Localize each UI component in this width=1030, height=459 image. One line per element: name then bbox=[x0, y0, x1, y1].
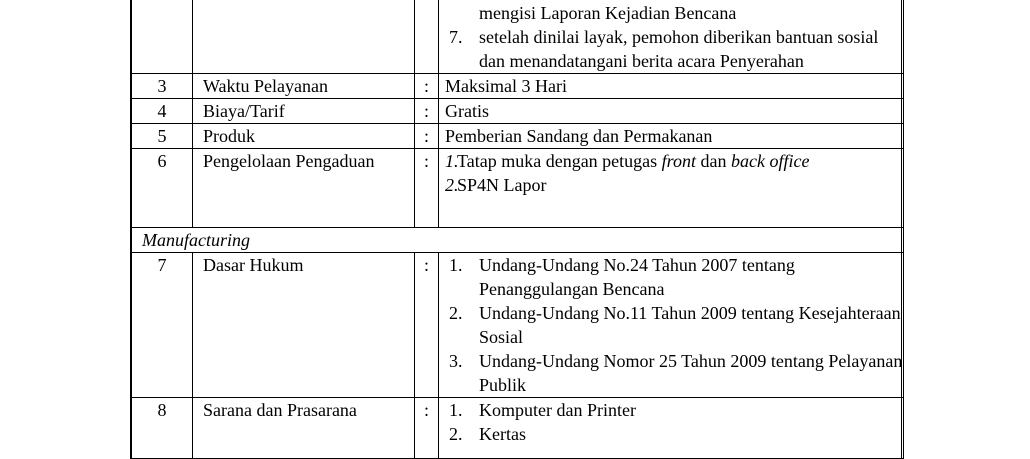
table-row bbox=[132, 74, 904, 99]
table-row bbox=[132, 253, 904, 398]
colon-separator: : bbox=[415, 124, 439, 149]
facilities-list bbox=[445, 398, 903, 446]
row-number: 3 bbox=[132, 74, 193, 99]
list-item: 2. Kertas bbox=[449, 424, 526, 444]
section-heading: Manufacturing bbox=[132, 228, 904, 253]
list-item: 1. Komputer dan Printer bbox=[449, 400, 636, 420]
list-item: mengisi Laporan Kejadian Bencana bbox=[479, 3, 737, 23]
list-item: 1. Tatap muka dengan petugas front dan back office bbox=[445, 151, 810, 171]
colon-separator: : bbox=[415, 74, 439, 99]
row-number: 7 bbox=[132, 253, 193, 398]
colon-separator: : bbox=[415, 99, 439, 124]
complaint-channel-list bbox=[445, 149, 903, 197]
table-row bbox=[132, 124, 904, 149]
row-label: Produk bbox=[193, 124, 415, 149]
list-item: 1. Undang-Undang No.24 Tahun 2007 tentang Penanggulangan Bencana bbox=[449, 255, 795, 299]
table-row bbox=[132, 398, 904, 459]
row-number: 4 bbox=[132, 99, 193, 124]
row-value: Gratis bbox=[439, 99, 904, 124]
service-standard-table bbox=[130, 0, 902, 459]
list-item: 2. SP4N Lapor bbox=[445, 175, 547, 195]
table-row bbox=[132, 99, 904, 124]
requirements-list bbox=[445, 1, 903, 73]
row-label: Waktu Pelayanan bbox=[193, 74, 415, 99]
list-item: 7. setelah dinilai layak, pemohon diberikan bantuan sosial dan menandatangani berita acara Penyerahan bbox=[449, 27, 879, 71]
table-row-continued bbox=[132, 0, 904, 74]
row-label: Biaya/Tarif bbox=[193, 99, 415, 124]
row-number: 6 bbox=[132, 149, 193, 228]
colon-separator: : bbox=[415, 149, 439, 228]
row-label: Dasar Hukum bbox=[193, 253, 415, 398]
colon-separator: : bbox=[415, 253, 439, 398]
list-item: 2. Undang-Undang No.11 Tahun 2009 tentang Kesejahteraan Sosial bbox=[449, 303, 901, 347]
row-label: Pengelolaan Pengaduan bbox=[193, 149, 415, 228]
row-number: 5 bbox=[132, 124, 193, 149]
row-value: Pemberian Sandang dan Permakanan bbox=[439, 124, 904, 149]
section-row bbox=[132, 228, 904, 253]
row-label: Sarana dan Prasarana bbox=[193, 398, 415, 459]
list-item: 3. Undang-Undang Nomor 25 Tahun 2009 tentang Pelayanan Publik bbox=[449, 351, 903, 395]
legal-basis-list bbox=[445, 253, 903, 397]
table-row bbox=[132, 149, 904, 228]
colon-separator: : bbox=[415, 398, 439, 459]
row-value: Maksimal 3 Hari bbox=[439, 74, 904, 99]
row-number: 8 bbox=[132, 398, 193, 459]
